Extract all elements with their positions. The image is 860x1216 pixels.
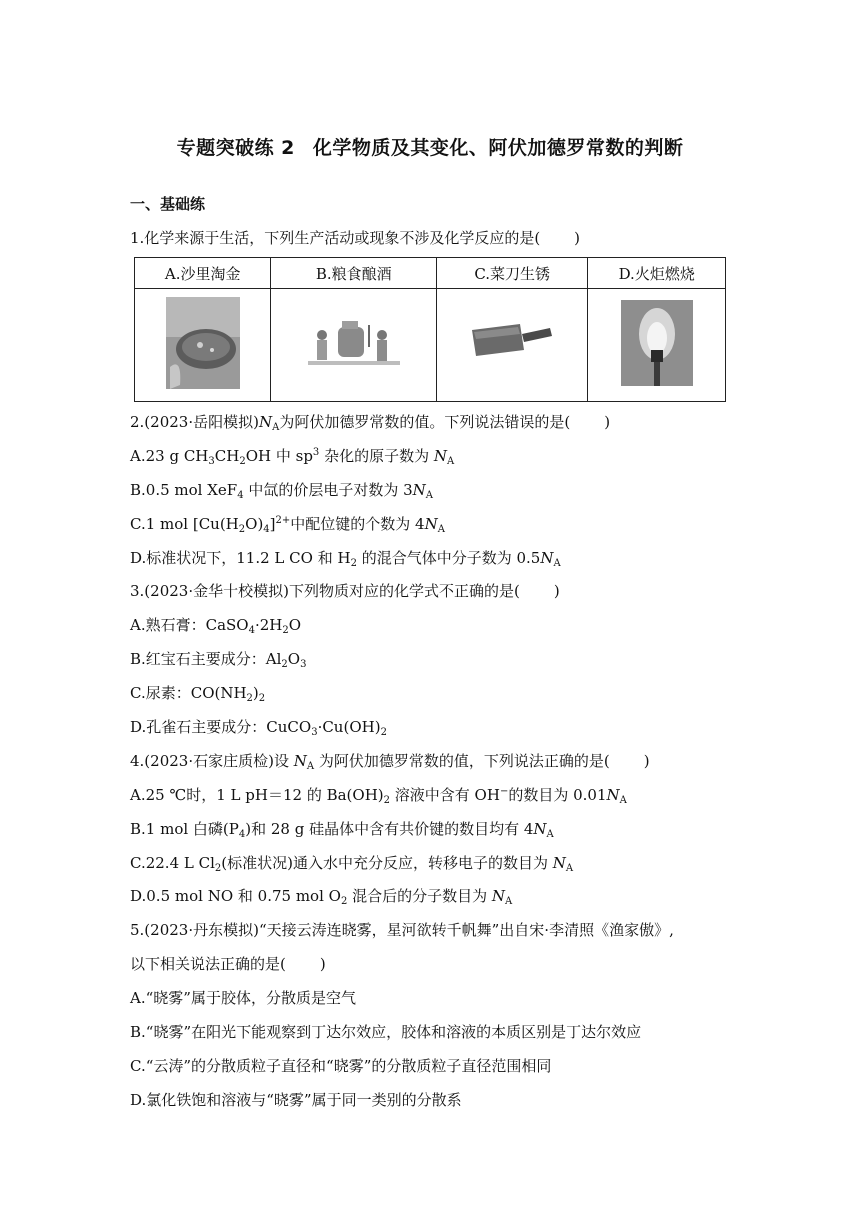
- q5-stem-line2: 以下相关说法正确的是( ): [130, 955, 326, 973]
- q5-option-a: A.“晓雾”属于胶体，分散质是空气: [130, 989, 356, 1007]
- q4-option-b: B.1 mol 白磷$(P_4)$和 28 g 硅晶体中含有共价键的数目均有 $4N_A$: [130, 820, 554, 840]
- q4-option-d: D.0.5 mol NO 和 0.75 mol $O_2$ 混合后的分子数目为 $N_A$: [130, 887, 513, 907]
- q3-option-d: D.孔雀石主要成分：$CuCO_3\cdot Cu(OH)_2$: [130, 718, 387, 738]
- kitchen-knife-photo: [470, 320, 554, 366]
- torch-fire-photo: [621, 300, 693, 386]
- q3-option-a: A.熟石膏：$CaSO_4\cdot 2H_2O$: [130, 616, 302, 636]
- q1-option-c-label: C.菜刀生锈: [437, 258, 588, 289]
- q4-option-a: A.25 ℃时，1 L pH＝12 的 $Ba(OH)_2$ 溶液中含有 OH−的数目为 $0.01N_A$: [130, 786, 627, 806]
- q1-option-b-label: B.粮食酿酒: [271, 258, 437, 289]
- q4-stem: 4.(2023·石家庄质检)设 $N_A$ 为阿伏加德罗常数的值，下列说法正确的是( ): [130, 752, 650, 772]
- page-title: 专题突破练 2 化学物质及其变化、阿伏加德罗常数的判断: [176, 137, 684, 159]
- q5-option-d: D.氯化铁饱和溶液与“晓雾”属于同一类别的分散系: [130, 1091, 462, 1109]
- q1-photo-cell-b: [271, 289, 437, 402]
- q1-option-table: [134, 257, 726, 402]
- gold-panning-photo: [166, 297, 240, 389]
- q5-option-c: C.“云涛”的分散质粒子直径和“晓雾”的分散质粒子直径范围相同: [130, 1057, 552, 1075]
- q1-option-d-label: D.火炬燃烧: [588, 258, 726, 289]
- grain-wine-brewing-illustration: [308, 313, 400, 373]
- q2-option-c: C.1 mol $[Cu(H_2O)_4]^{2+}$中配位键的个数为 $4N_A$: [130, 515, 445, 535]
- q1-photo-cell-c: [437, 289, 588, 402]
- q5-option-b: B.“晓雾”在阳光下能观察到丁达尔效应，胶体和溶液的本质区别是丁达尔效应: [130, 1023, 642, 1041]
- q2-option-d: D.标准状况下，11.2 L CO 和 $H_2$ 的混合气体中分子数为 $0.5N_A$: [130, 549, 561, 569]
- q2-option-a: A.23 g $CH_3CH_2OH$ 中 $sp^3$ 杂化的原子数为 $N_A$: [130, 447, 455, 467]
- q2-stem: 2.(2023·岳阳模拟)$N_A$为阿伏加德罗常数的值。下列说法错误的是( ): [130, 413, 611, 433]
- q2-option-b: B.0.5 mol XeF$_4$ 中氙的价层电子对数为 $3N_A$: [130, 481, 434, 501]
- q5-stem-line1: 5.(2023·丹东模拟)“天接云涛连晓雾，星河欲转千帆舞”出自宋·李清照《渔家傲》,: [130, 921, 674, 939]
- q1-option-a-label: A.沙里淘金: [135, 258, 271, 289]
- q1-stem: 1.化学来源于生活，下列生产活动或现象不涉及化学反应的是( ): [130, 229, 581, 247]
- q1-photo-cell-a: [135, 289, 271, 402]
- section-heading: 一、基础练: [130, 195, 206, 213]
- q3-option-c: C.尿素：$CO(NH_2)_2$: [130, 684, 266, 704]
- q4-option-c: C.22.4 L $Cl_2$(标准状况)通入水中充分反应，转移电子的数目为 $N_A$: [130, 854, 574, 874]
- q1-photo-cell-d: [588, 289, 726, 402]
- q3-stem: 3.(2023·金华十校模拟)下列物质对应的化学式不正确的是( ): [130, 582, 560, 600]
- q3-option-b: B.红宝石主要成分：$Al_2O_3$: [130, 650, 307, 670]
